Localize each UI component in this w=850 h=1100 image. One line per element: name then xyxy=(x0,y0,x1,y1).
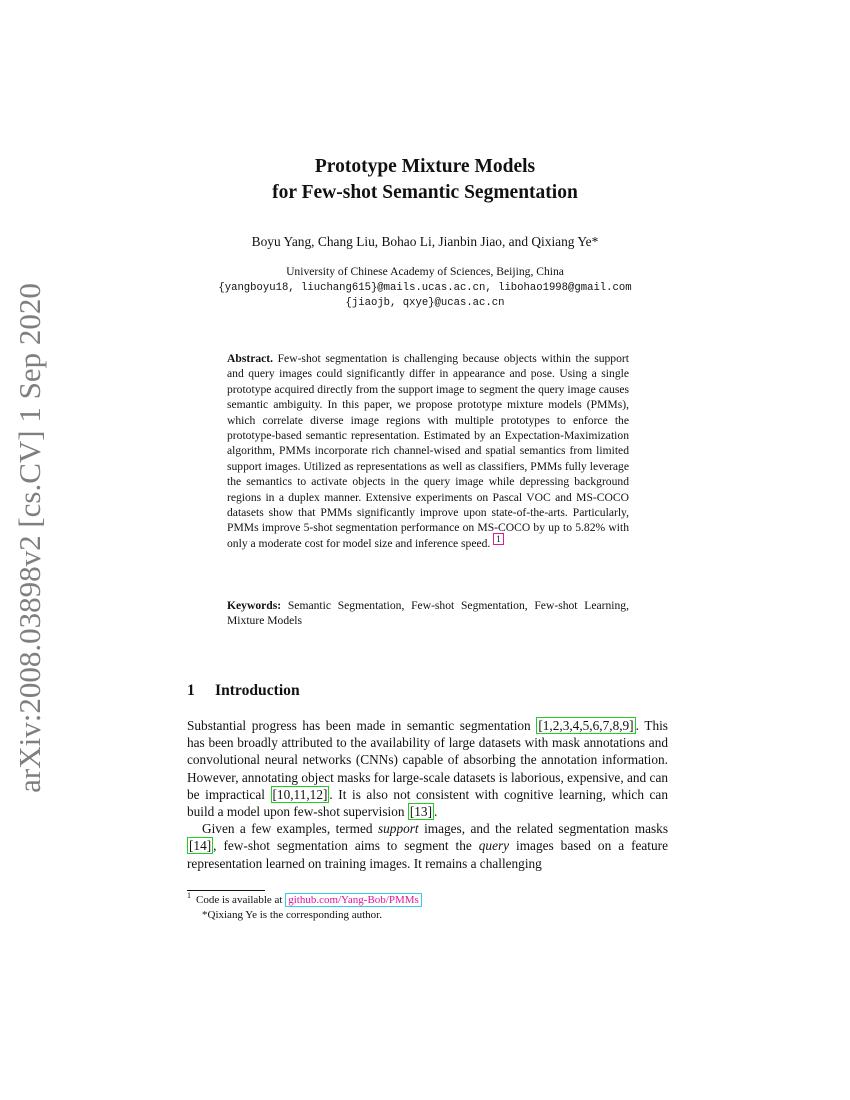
citation-link[interactable]: [1,2,3,4,5,6,7,8,9] xyxy=(538,718,634,733)
text-run: . This has been broadly attributed to the availability of large datasets with mask annotations and convolutional neural networks (CNNs) capable of absorbing the annotation information. However, annotating object masks for large-scale datasets is laborious, expensive, and can be impractical xyxy=(187,718,668,802)
section-heading-introduction xyxy=(187,682,300,700)
code-repository-link[interactable]: github.com/Yang-Bob/PMMs xyxy=(285,893,422,907)
emphasis-support: support xyxy=(377,821,419,837)
email-line-1: {yangboyu18, liuchang615}@mails.ucas.ac.cn, libohao1998@gmail.com xyxy=(218,282,632,294)
affiliation: University of Chinese Academy of Sciences, Beijing, China xyxy=(286,265,564,278)
footnote-1 xyxy=(187,893,668,908)
citation-link[interactable]: [13] xyxy=(409,804,433,820)
author-list: Boyu Yang, Chang Liu, Bohao Li, Jianbin Jiao, and Qixiang Ye* xyxy=(251,234,599,249)
paper-title-line2: for Few-shot Semantic Segmentation xyxy=(272,182,578,203)
text-run: . It is also not consistent with cognitive learning, which can build a model upon few-shot supervision xyxy=(187,786,668,820)
text-run: , few-shot segmentation aims to segment the xyxy=(213,838,479,854)
citation-link[interactable]: [10,11,12] xyxy=(272,786,328,802)
email-line-2: {jiaojb, qxye}@ucas.ac.cn xyxy=(345,297,505,309)
footnote-number: 1 xyxy=(187,891,191,901)
text-run: Given a few examples, termed xyxy=(202,821,378,837)
paragraph-1 xyxy=(187,717,668,820)
abstract-label: Abstract. xyxy=(227,352,274,365)
footnote-corresponding-author: *Qixiang Ye is the corresponding author. xyxy=(202,909,382,921)
text-run: Substantial progress has been made in semantic segmentation xyxy=(187,718,537,733)
abstract-footnote-link[interactable]: 1 xyxy=(493,533,504,545)
emphasis-query: query xyxy=(478,838,510,854)
keywords-text: Semantic Segmentation, Few-shot Segmentation, Few-shot Learning, Mixture Models xyxy=(227,599,629,628)
footnote-rule xyxy=(187,890,265,891)
paragraph-2 xyxy=(187,820,668,872)
arxiv-identifier-stamp: arXiv:2008.03898v2 [cs.CV] 1 Sep 2020 xyxy=(12,283,47,793)
text-run: images based on a feature representation learned on training images. It remains a challenging xyxy=(187,838,668,871)
keywords xyxy=(227,598,629,629)
section-title: Introduction xyxy=(215,682,300,699)
text-run: . xyxy=(434,804,438,820)
introduction-body xyxy=(187,717,668,872)
citation-link[interactable]: [14] xyxy=(189,838,212,854)
text-run: images, and the related segmentation masks xyxy=(418,821,668,837)
keywords-label: Keywords: xyxy=(227,599,282,612)
paper-title-line1: Prototype Mixture Models xyxy=(314,156,536,177)
section-number: 1 xyxy=(187,682,195,699)
footnote-text: Code is available at xyxy=(196,894,286,906)
footnotes xyxy=(187,893,668,923)
abstract xyxy=(227,351,629,551)
abstract-text: Few-shot segmentation is challenging because objects within the support and query images could significantly differ in appearance and pose. Using a single prototype acquired directly from the support image to segment the query image causes semantic ambiguity. In this paper, we propose prototype mixture models (PMMs), which correlate diverse image regions with multiple prototypes to enforce the prototype-based semantic representation. Estimated by an Expectation-Maximization algorithm, PMMs incorporate rich channel-wised and spatial semantics from limited support images. Utilized as representations as well as classifiers, PMMs fully leverage the semantics to activate objects in the query image while depressing background regions in a duplex manner. Extensive experiments on Pascal VOC and MS-COCO datasets show that PMMs significantly improve upon state-of-the-arts. Particularly, PMMs improve 5-shot segmentation performance on MS-COCO by up to 5.82% with only a moderate cost for model size and inference speed. xyxy=(227,352,629,550)
